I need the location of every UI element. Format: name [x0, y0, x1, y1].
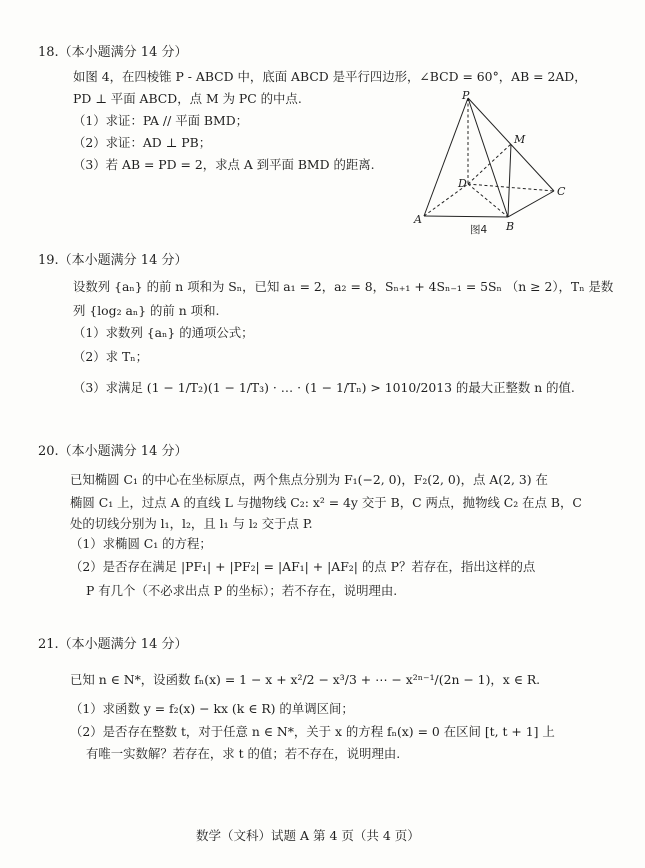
q18-line-4: （2）求证：AD ⊥ PB； — [73, 135, 212, 150]
q19-line-3: （1）求数列 {aₙ} 的通项公式； — [73, 325, 254, 340]
q20-header: 20.（本小题满分 14 分） — [38, 444, 188, 459]
label-C: C — [557, 185, 566, 198]
label-B: B — [506, 220, 515, 233]
q19-line-5: （3）求满足 (1 − 1/T₂)(1 − 1/T₃) · … · (1 − 1/Tₙ) > 1010/2013 的最大正整数 n 的值. — [73, 380, 575, 395]
q20-line-6: P 有几个（不必求出点 P 的坐标）；若不存在，说明理由. — [86, 583, 398, 598]
label-A: A — [414, 213, 422, 226]
figure-caption: 图4 — [470, 224, 488, 236]
edge-DM — [468, 144, 511, 184]
q21-line-2: （1）求函数 y = f₂(x) − kx (k ∈ R) 的单调区间； — [70, 701, 354, 716]
pyramid-figure — [410, 88, 575, 238]
edge-DC — [468, 184, 554, 191]
edge-PB — [468, 98, 508, 217]
q20-line-5: （2）是否存在满足 |PF₁| + |PF₂| = |AF₁| + |AF₂| 的点 P？若存在，指出这样的点 — [70, 559, 536, 574]
q21-line-1: 已知 n ∈ N*，设函数 fₙ(x) = 1 − x + x²/2 − x³/3 + ⋯ − x²ⁿ⁻¹/(2n − 1)，x ∈ R. — [70, 672, 541, 687]
q20-line-1: 已知椭圆 C₁ 的中心在坐标原点，两个焦点分别为 F₁(−2, 0)，F₂(2, 0)，点 A(2, 3) 在 — [70, 472, 548, 487]
q19-line-1: 设数列 {aₙ} 的前 n 项和为 Sₙ，已知 a₁ = 2，a₂ = 8，Sₙ₊₁ + 4Sₙ₋₁ = 5Sₙ （n ≥ 2），Tₙ 是数 — [73, 279, 614, 294]
edge-BM — [508, 144, 511, 217]
edge-PA — [424, 98, 468, 216]
label-M: M — [514, 133, 526, 146]
q21-header: 21.（本小题满分 14 分） — [38, 637, 188, 652]
edge-AB — [424, 216, 508, 217]
q18-line-2: PD ⊥ 平面 ABCD，点 M 为 PC 的中点. — [73, 91, 302, 106]
q21-line-3: （2）是否存在整数 t，对于任意 n ∈ N*，关于 x 的方程 fₙ(x) = 0 在区间 [t, t + 1] 上 — [70, 724, 555, 739]
page-footer: 数学（文科）试题 A 第 4 页（共 4 页） — [196, 828, 420, 843]
q18-line-3: （1）求证：PA // 平面 BMD； — [73, 113, 249, 128]
q20-line-4: （1）求椭圆 C₁ 的方程； — [70, 536, 212, 551]
label-D: D — [458, 177, 467, 190]
q19-line-2: 列 {log₂ aₙ} 的前 n 项和. — [73, 303, 220, 318]
q18-line-1: 如图 4，在四棱锥 P - ABCD 中，底面 ABCD 是平行四边形，∠BCD = 60°，AB = 2AD， — [73, 69, 587, 84]
q21-line-4: 有唯一实数解？若存在，求 t 的值；若不存在，说明理由. — [86, 746, 401, 761]
q20-line-3: 处的切线分别为 l₁，l₂，且 l₁ 与 l₂ 交于点 P. — [70, 516, 313, 531]
q20-line-2: 椭圆 C₁ 上，过点 A 的直线 L 与抛物线 C₂: x² = 4y 交于 B，C 两点，抛物线 C₂ 在点 B，C — [70, 495, 582, 510]
q19-header: 19.（本小题满分 14 分） — [38, 253, 188, 268]
label-P: P — [462, 89, 470, 102]
q18-header: 18.（本小题满分 14 分） — [38, 45, 188, 60]
q19-line-4: （2）求 Tₙ； — [73, 349, 149, 364]
q18-line-5: （3）若 AB = PD = 2，求点 A 到平面 BMD 的距离. — [73, 157, 375, 172]
edge-BC — [508, 191, 554, 217]
